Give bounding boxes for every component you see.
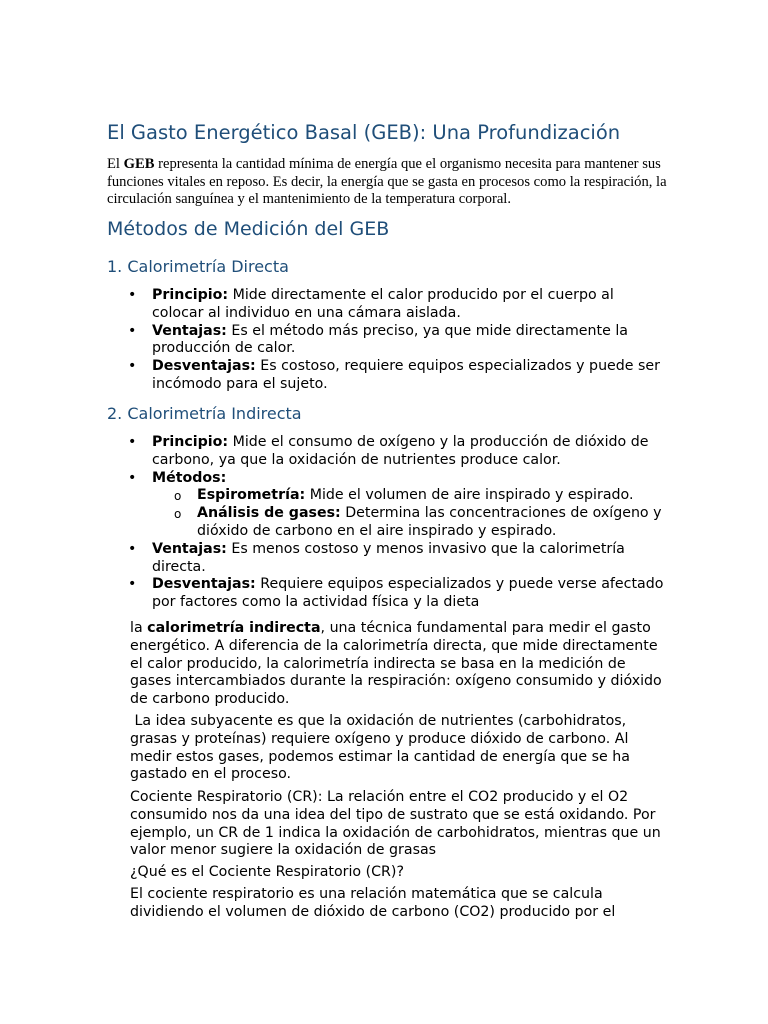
list-item [0,470,668,541]
sublist-item [152,487,673,505]
intro-text-pre: El [107,156,124,172]
list-item [0,287,668,323]
item-label: Ventajas: [152,322,227,339]
paragraph-respiratory-quotient: Cociente Respiratorio (CR): La relación entre el CO2 producido y el O2 consumido nos da una idea del tipo de sustrato que se está oxidando. Por ejemplo, un CR de 1 indica la oxidación de carbohidratos, mientras que un valor menor sugiere la oxidación de grasas [130,789,661,859]
list-item [0,434,668,470]
item-text: Es menos costoso y menos invasivo que la calorimetría directa. [152,540,625,575]
intro-bold-geb: GEB [123,156,155,172]
subitem-label: Análisis de gases: [197,505,341,522]
paragraph-indirect-calorimetry [130,620,670,709]
item-text: Es el método más preciso, ya que mide directamente la producción de calor. [152,322,628,357]
subitem-text: Determina las concentraciones de oxígeno y dióxido de carbono en el aire inspirado y espirado. [197,505,662,539]
bullet-icon: • [128,322,137,339]
item-label: Principio: [152,287,229,303]
item-label: Desventajas: [152,358,256,375]
paragraph-underlying-idea: La idea subyacente es que la oxidación de nutrientes (carbohidratos, grasas y proteínas) requiere oxígeno y produce dióxido de carbono. Al medir estos gases, podemos estimar la cantidad de energía que se ha gastado en el proceso. [130,713,635,783]
bullet-icon: • [128,576,137,593]
subheading-direct-calorimetry: 1. Calorimetría Directa [107,257,289,276]
subitem-label: Espirometría: [197,487,306,504]
list-item [0,576,668,612]
intro-paragraph [107,156,679,209]
item-text: Mide directamente el calor producido por el cuerpo al colocar al individuo en una cámara aislada. [152,287,614,321]
subheading-indirect-calorimetry: 2. Calorimetría Indirecta [107,404,302,423]
indirect-calorimetry-list [0,434,768,612]
item-label: Principio: [152,434,229,450]
section-heading-methods: Métodos de Medición del GEB [107,218,390,240]
bullet-icon: • [128,540,137,557]
direct-calorimetry-list [0,287,768,394]
bullet-icon: • [128,434,137,450]
intro-text-post: representa la cantidad mínima de energía que el organismo necesita para mantener sus funciones vitales en reposo. Es decir, la energía que se gasta en procesos como la respiración, la circulación sanguínea y el mantenimiento de la temperatura corporal. [107,156,667,208]
item-text: Mide el consumo de oxígeno y la producción de dióxido de carbono, ya que la oxidación de nutrientes produce calor. [152,434,649,468]
bullet-icon: • [128,287,137,303]
item-text: Requiere equipos especializados y puede verse afectado por factores como la actividad física y la dieta [152,576,664,611]
paragraph-text-post: , una técnica fundamental para medir el gasto energético. A diferencia de la calorimetría directa, que mide directamente el calor producido, la calorimetría indirecta se basa en la medición de gases intercambiados durante la respiración: oxígeno consumido y dióxido de carbono producido. [130,620,662,708]
paragraph-bold-term: calorimetría indirecta [147,620,321,636]
paragraph-question: ¿Qué es el Cociente Respiratorio (CR)? [130,864,404,880]
paragraph-definition: El cociente respiratorio es una relación matemática que se calcula dividiendo el volumen de dióxido de carbono (CO2) producido por el [130,886,616,920]
sublist-item [152,505,673,541]
item-label: Ventajas: [152,540,227,557]
subitem-text: Mide el volumen de aire inspirado y espirado. [305,487,634,504]
item-label: Desventajas: [152,576,256,593]
bullet-icon: • [128,358,137,375]
item-text: Es costoso, requiere equipos especializados y puede ser incómodo para el sujeto. [152,358,660,392]
circle-bullet-icon: o [174,489,182,504]
methods-sublist [152,487,668,540]
paragraph-text-pre: la [130,620,148,636]
list-item [0,358,668,394]
list-item [0,541,668,577]
document-title: El Gasto Energético Basal (GEB): Una Profundización [107,121,621,144]
item-label: Métodos: [152,469,227,486]
list-item [0,323,668,359]
circle-bullet-icon: o [174,507,182,522]
bullet-icon: • [128,469,137,486]
